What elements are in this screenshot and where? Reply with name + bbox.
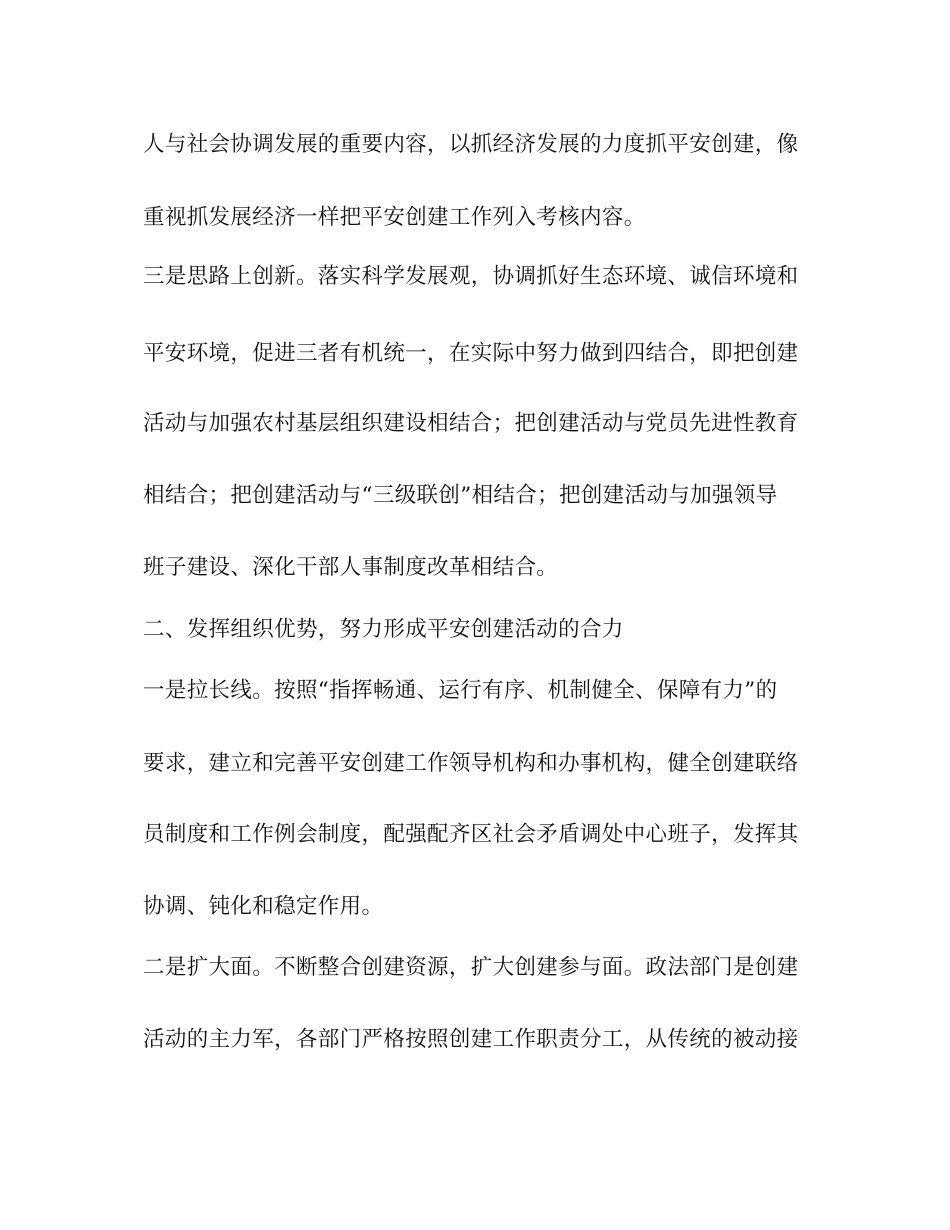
- text-line: 一是拉长线。按照“指挥畅通、运行有序、机制健全、保障有力”的: [143, 678, 778, 703]
- text-line: 二是扩大面。不断整合创建资源，扩大创建参与面。政法部门是创建: [143, 955, 799, 980]
- text-line: 平安环境，促进三者有机统一，在实际中努力做到四结合，即把创建: [143, 341, 799, 366]
- text-line: 活动与加强农村基层组织建设相结合；把创建活动与党员先进性教育: [143, 411, 799, 436]
- text-line: 三是思路上创新。落实科学发展观，协调抓好生态环境、诚信环境和: [143, 264, 799, 289]
- text-line: 相结合；把创建活动与“三级联创”相结合；把创建活动与加强领导: [143, 483, 778, 508]
- text-line: 班子建设、深化干部人事制度改革相结合。: [143, 555, 559, 580]
- text-line: 活动的主力军，各部门严格按照创建工作职责分工，从传统的被动接: [143, 1027, 799, 1052]
- text-line: 员制度和工作例会制度，配强配齐区社会矛盾调处中心班子，发挥其: [143, 822, 799, 847]
- text-line: 要求，建立和完善平安创建工作领导机构和办事机构，健全创建联络: [143, 751, 799, 776]
- text-line: 人与社会协调发展的重要内容，以抓经济发展的力度抓平安创建，像: [143, 132, 799, 157]
- section-heading: 二、发挥组织优势，努力形成平安创建活动的合力: [143, 617, 624, 642]
- text-line: 重视抓发展经济一样把平安创建工作列入考核内容。: [143, 205, 646, 230]
- text-line: 协调、钝化和稳定作用。: [143, 894, 384, 919]
